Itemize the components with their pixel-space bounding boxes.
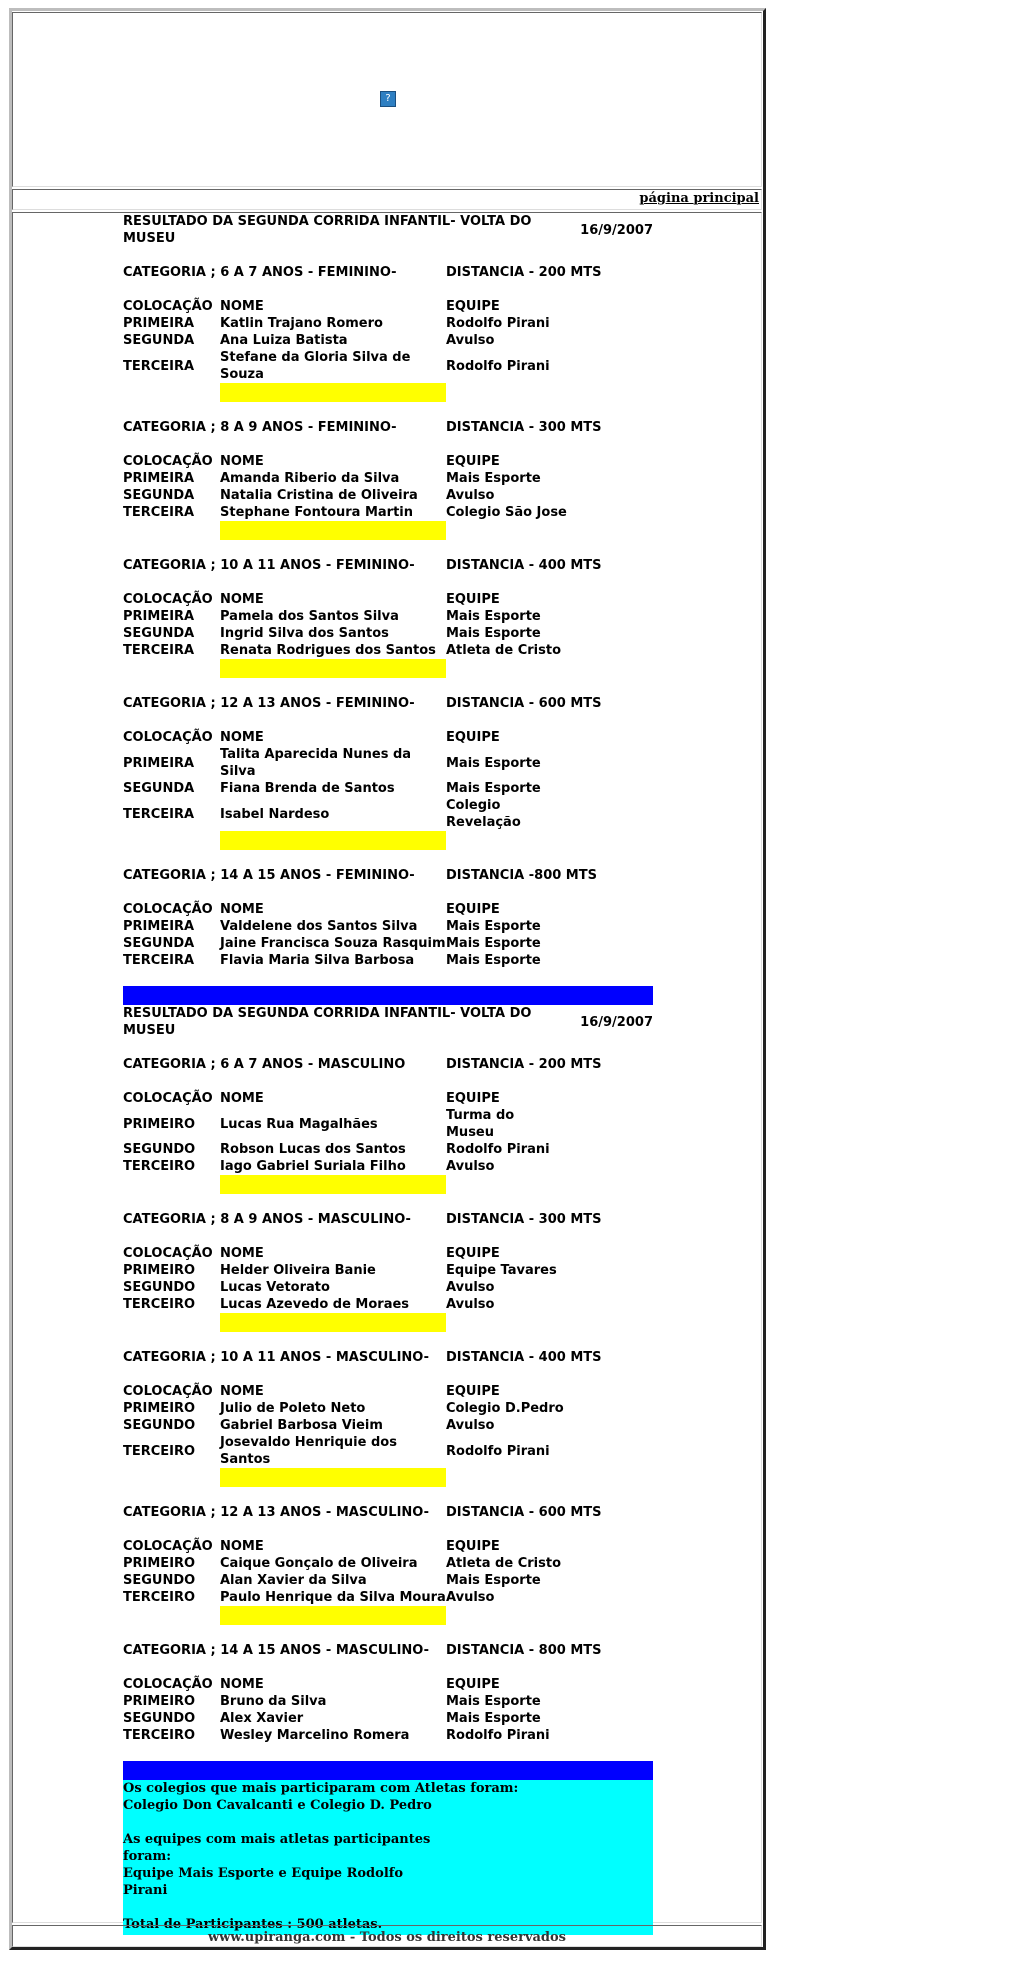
- athlete-name: Talita Aparecida Nunes da Silva: [220, 747, 412, 779]
- team-cell: Turma do Museu: [446, 1108, 515, 1140]
- category-row: [123, 695, 653, 712]
- result-row: [123, 1555, 653, 1572]
- athlete-name: Stephane Fontoura Martin: [220, 505, 414, 520]
- column-colocacao: COLOCAÇÃO: [123, 902, 213, 917]
- result-row: [123, 1296, 653, 1313]
- athlete-name: Julio de Poleto Neto: [220, 1401, 366, 1416]
- category-label: CATEGORIA ; 14 A 15 ANOS - MASCULINO-: [123, 1643, 429, 1658]
- place-cell: PRIMEIRO: [123, 1556, 196, 1571]
- place-cell: SEGUNDA: [123, 333, 195, 348]
- place-cell: SEGUNDO: [123, 1280, 196, 1295]
- summary-equipes-line1: As equipes com mais atletas participantes foram:: [123, 1832, 431, 1864]
- result-row: [123, 1400, 653, 1417]
- results-date: 16/9/2007: [580, 1014, 653, 1030]
- highlight-row: [123, 659, 653, 678]
- result-row: [123, 642, 653, 659]
- column-equipe: EQUIPE: [446, 1091, 500, 1106]
- highlight-row: [123, 383, 653, 402]
- place-cell: TERCEIRA: [123, 505, 195, 520]
- category-label: CATEGORIA ; 8 A 9 ANOS - MASCULINO-: [123, 1212, 411, 1227]
- category-distance: DISTANCIA - 400 MTS: [446, 1350, 602, 1365]
- footer: [12, 1925, 762, 1947]
- team-cell: Mais Esporte: [446, 919, 541, 934]
- category-label: CATEGORIA ; 14 A 15 ANOS - FEMININO-: [123, 868, 415, 883]
- athlete-name: Paulo Henrique da Silva Moura: [220, 1590, 446, 1605]
- category-label: CATEGORIA ; 8 A 9 ANOS - FEMININO-: [123, 420, 397, 435]
- column-equipe: EQUIPE: [446, 1677, 500, 1692]
- column-equipe: EQUIPE: [446, 1246, 500, 1261]
- category-row: [123, 557, 653, 574]
- athlete-name: Renata Rodrigues dos Santos: [220, 643, 436, 658]
- nav-bar: [12, 189, 762, 210]
- team-cell: Avulso: [446, 1280, 495, 1295]
- place-cell: TERCEIRO: [123, 1159, 196, 1174]
- column-header-row: [123, 729, 653, 746]
- highlight-row: [123, 521, 653, 540]
- category-row: [123, 1504, 653, 1521]
- place-cell: PRIMEIRA: [123, 471, 195, 486]
- highlight-cell: [220, 1313, 446, 1332]
- category-distance: DISTANCIA -800 MTS: [446, 868, 597, 883]
- athlete-name: Alex Xavier: [220, 1711, 304, 1726]
- team-cell: Avulso: [446, 333, 495, 348]
- spacer: [123, 247, 653, 264]
- place-cell: PRIMEIRO: [123, 1694, 196, 1709]
- athlete-name: Lucas Rua Magalhães: [220, 1116, 378, 1132]
- place-cell: TERCEIRA: [123, 358, 195, 374]
- athlete-name: Ana Luiza Batista: [220, 333, 348, 348]
- column-colocacao: COLOCAÇÃO: [123, 592, 213, 607]
- result-row: [123, 1710, 653, 1727]
- team-cell: Colegio D.Pedro: [446, 1401, 564, 1416]
- column-colocacao: COLOCAÇÃO: [123, 1539, 213, 1554]
- result-row: [123, 1693, 653, 1710]
- team-cell: Avulso: [446, 1297, 495, 1312]
- team-cell: Mais Esporte: [446, 609, 541, 624]
- results-title: RESULTADO DA SEGUNDA CORRIDA INFANTIL- VOLTA DO MUSEU: [123, 1006, 532, 1038]
- result-row: [123, 470, 653, 487]
- team-cell: Mais Esporte: [446, 781, 541, 796]
- column-colocacao: COLOCAÇÃO: [123, 1091, 213, 1106]
- category-distance: DISTANCIA - 800 MTS: [446, 1643, 602, 1658]
- athlete-name: Katlin Trajano Romero: [220, 316, 383, 331]
- highlight-cell: [220, 1175, 446, 1194]
- column-nome: NOME: [220, 1091, 264, 1106]
- team-cell: Mais Esporte: [446, 1711, 541, 1726]
- spacer: [123, 1366, 653, 1383]
- results-header: [123, 1005, 653, 1039]
- result-row: [123, 1417, 653, 1434]
- place-cell: SEGUNDO: [123, 1573, 196, 1588]
- team-cell: Atleta de Cristo: [446, 643, 562, 658]
- team-cell: Avulso: [446, 1418, 495, 1433]
- athlete-name: Jaine Francisca Souza Rasquim: [220, 936, 446, 951]
- result-row: [123, 1262, 653, 1279]
- athlete-name: Ingrid Silva dos Santos: [220, 626, 389, 641]
- spacer: [123, 678, 653, 695]
- column-equipe: EQUIPE: [446, 299, 500, 314]
- place-cell: PRIMEIRO: [123, 1263, 196, 1278]
- column-nome: NOME: [220, 730, 264, 745]
- result-row: [123, 315, 653, 332]
- summary-colegios-line1: Os colegios que mais participaram com Atletas foram:: [123, 1781, 519, 1796]
- spacer: [123, 1039, 653, 1056]
- category-label: CATEGORIA ; 12 A 13 ANOS - FEMININO-: [123, 696, 415, 711]
- team-cell: Mais Esporte: [446, 1694, 541, 1709]
- column-equipe: EQUIPE: [446, 592, 500, 607]
- column-header-row: [123, 901, 653, 918]
- spacer: [123, 281, 653, 298]
- category-row: [123, 867, 653, 884]
- place-cell: PRIMEIRO: [123, 1401, 196, 1416]
- summary-total: Total de Participantes : 500 atletas.: [123, 1917, 383, 1932]
- team-cell: Rodolfo Pirani: [446, 1728, 550, 1743]
- place-cell: PRIMEIRO: [123, 1116, 196, 1132]
- column-nome: NOME: [220, 299, 264, 314]
- column-equipe: EQUIPE: [446, 1384, 500, 1399]
- column-colocacao: COLOCAÇÃO: [123, 730, 213, 745]
- athlete-name: Iago Gabriel Suriala Filho: [220, 1159, 406, 1174]
- result-row: [123, 1727, 653, 1744]
- result-row: [123, 487, 653, 504]
- category-distance: DISTANCIA - 600 MTS: [446, 696, 602, 711]
- spacer: [123, 1194, 653, 1211]
- athlete-name: Lucas Vetorato: [220, 1280, 330, 1295]
- result-row: [123, 952, 653, 969]
- category-row: [123, 419, 653, 436]
- spacer: [123, 402, 653, 419]
- team-cell: Colegio São Jose: [446, 505, 567, 520]
- category-distance: DISTANCIA - 200 MTS: [446, 1057, 602, 1072]
- place-cell: SEGUNDA: [123, 488, 195, 503]
- column-header-row: [123, 591, 653, 608]
- column-nome: NOME: [220, 454, 264, 469]
- category-row: [123, 1642, 653, 1659]
- category-label: CATEGORIA ; 12 A 13 ANOS - MASCULINO-: [123, 1505, 429, 1520]
- category-label: CATEGORIA ; 6 A 7 ANOS - FEMININO-: [123, 265, 397, 280]
- results-header: [123, 213, 653, 247]
- summary-colegios-line2: Colegio Don Cavalcanti e Colegio D. Pedro: [123, 1798, 432, 1813]
- column-header-row: [123, 1245, 653, 1262]
- result-row: [123, 1572, 653, 1589]
- highlight-cell: [220, 383, 446, 402]
- team-cell: Mais Esporte: [446, 936, 541, 951]
- column-nome: NOME: [220, 1384, 264, 1399]
- result-row: [123, 504, 653, 521]
- place-cell: TERCEIRO: [123, 1297, 196, 1312]
- team-cell: Avulso: [446, 1590, 495, 1605]
- athlete-name: Valdelene dos Santos Silva: [220, 919, 418, 934]
- section-divider: [123, 1761, 653, 1780]
- spacer: [123, 1228, 653, 1245]
- category-label: CATEGORIA ; 10 A 11 ANOS - MASCULINO-: [123, 1350, 429, 1365]
- results-date: 16/9/2007: [580, 222, 653, 238]
- category-distance: DISTANCIA - 600 MTS: [446, 1505, 602, 1520]
- athlete-name: Flavia Maria Silva Barbosa: [220, 953, 415, 968]
- athlete-name: Gabriel Barbosa Vieim: [220, 1418, 383, 1433]
- result-row: [123, 1589, 653, 1606]
- team-cell: Mais Esporte: [446, 1573, 541, 1588]
- highlight-row: [123, 1313, 653, 1332]
- category-row: [123, 1349, 653, 1366]
- highlight-row: [123, 1606, 653, 1625]
- result-row: [123, 797, 653, 831]
- footer-text: www.upiranga.com - Todos os direitos reservados: [207, 1930, 567, 1945]
- column-colocacao: COLOCAÇÃO: [123, 1246, 213, 1261]
- spacer: [123, 1332, 653, 1349]
- spacer: [123, 850, 653, 867]
- highlight-cell: [220, 1468, 446, 1487]
- category-label: CATEGORIA ; 6 A 7 ANOS - MASCULINO: [123, 1057, 406, 1072]
- column-colocacao: COLOCAÇÃO: [123, 1677, 213, 1692]
- column-colocacao: COLOCAÇÃO: [123, 299, 213, 314]
- athlete-name: Josevaldo Henriquie dos Santos: [220, 1435, 397, 1467]
- result-row: [123, 332, 653, 349]
- place-cell: SEGUNDA: [123, 781, 195, 796]
- broken-image-icon: ?: [380, 91, 396, 107]
- result-row: [123, 918, 653, 935]
- highlight-cell: [220, 659, 446, 678]
- column-equipe: EQUIPE: [446, 730, 500, 745]
- team-cell: Rodolfo Pirani: [446, 1142, 550, 1157]
- team-cell: Avulso: [446, 1159, 495, 1174]
- place-cell: SEGUNDA: [123, 936, 195, 951]
- highlight-row: [123, 1175, 653, 1194]
- column-header-row: [123, 453, 653, 470]
- place-cell: SEGUNDO: [123, 1418, 196, 1433]
- result-row: [123, 780, 653, 797]
- feminino-section: [123, 213, 653, 969]
- spacer: [123, 1521, 653, 1538]
- category-distance: DISTANCIA - 200 MTS: [446, 265, 602, 280]
- column-nome: NOME: [220, 592, 264, 607]
- column-colocacao: COLOCAÇÃO: [123, 1384, 213, 1399]
- summary-equipes-line2: Equipe Mais Esporte e Equipe Rodolfo Pirani: [123, 1866, 404, 1898]
- spacer: [123, 1625, 653, 1642]
- athlete-name: Amanda Riberio da Silva: [220, 471, 400, 486]
- place-cell: PRIMEIRA: [123, 609, 195, 624]
- masculino-section: [123, 1005, 653, 1744]
- athlete-name: Robson Lucas dos Santos: [220, 1142, 406, 1157]
- result-row: [123, 1158, 653, 1175]
- athlete-name: Helder Oliveira Banie: [220, 1263, 376, 1278]
- place-cell: TERCEIRO: [123, 1728, 196, 1743]
- athlete-name: Fiana Brenda de Santos: [220, 781, 395, 796]
- home-link[interactable]: página principal: [639, 191, 759, 206]
- highlight-cell: [220, 831, 446, 850]
- column-equipe: EQUIPE: [446, 454, 500, 469]
- athlete-name: Caique Gonçalo de Oliveira: [220, 1556, 418, 1571]
- team-cell: Equipe Tavares: [446, 1263, 557, 1278]
- place-cell: TERCEIRA: [123, 953, 195, 968]
- spacer: [123, 574, 653, 591]
- athlete-name: Natalia Cristina de Oliveira: [220, 488, 418, 503]
- athlete-name: Bruno da Silva: [220, 1694, 327, 1709]
- highlight-cell: [220, 1606, 446, 1625]
- banner-area: [12, 12, 762, 187]
- athlete-name: Pamela dos Santos Silva: [220, 609, 399, 624]
- category-distance: DISTANCIA - 300 MTS: [446, 420, 602, 435]
- column-nome: NOME: [220, 1246, 264, 1261]
- result-row: [123, 1141, 653, 1158]
- category-distance: DISTANCIA - 400 MTS: [446, 558, 602, 573]
- place-cell: PRIMEIRA: [123, 919, 195, 934]
- place-cell: SEGUNDA: [123, 626, 195, 641]
- athlete-name: Wesley Marcelino Romera: [220, 1728, 410, 1743]
- athlete-name: Lucas Azevedo de Moraes: [220, 1297, 410, 1312]
- column-header-row: [123, 1538, 653, 1555]
- category-row: [123, 264, 653, 281]
- team-cell: Mais Esporte: [446, 471, 541, 486]
- spacer: [123, 540, 653, 557]
- place-cell: PRIMEIRA: [123, 755, 195, 771]
- section-divider: [123, 986, 653, 1005]
- category-row: [123, 1211, 653, 1228]
- place-cell: TERCEIRA: [123, 806, 195, 822]
- team-cell: Rodolfo Pirani: [446, 316, 550, 331]
- column-nome: NOME: [220, 902, 264, 917]
- place-cell: SEGUNDO: [123, 1711, 196, 1726]
- column-nome: NOME: [220, 1677, 264, 1692]
- team-cell: Rodolfo Pirani: [446, 1443, 550, 1459]
- team-cell: Mais Esporte: [446, 953, 541, 968]
- team-cell: Colegio Revelação: [446, 798, 521, 830]
- category-row: [123, 1056, 653, 1073]
- column-header-row: [123, 298, 653, 315]
- spacer: [123, 884, 653, 901]
- highlight-row: [123, 831, 653, 850]
- place-cell: PRIMEIRA: [123, 316, 195, 331]
- results-content: [123, 213, 653, 1935]
- column-header-row: [123, 1383, 653, 1400]
- column-colocacao: COLOCAÇÃO: [123, 454, 213, 469]
- place-cell: TERCEIRO: [123, 1590, 196, 1605]
- athlete-name: Alan Xavier da Silva: [220, 1573, 367, 1588]
- spacer: [123, 1659, 653, 1676]
- column-nome: NOME: [220, 1539, 264, 1554]
- column-header-row: [123, 1676, 653, 1693]
- place-cell: SEGUNDO: [123, 1142, 196, 1157]
- results-title: RESULTADO DA SEGUNDA CORRIDA INFANTIL- VOLTA DO MUSEU: [123, 214, 532, 246]
- place-cell: TERCEIRA: [123, 643, 195, 658]
- result-row: [123, 1107, 653, 1141]
- team-cell: Avulso: [446, 488, 495, 503]
- result-row: [123, 608, 653, 625]
- place-cell: TERCEIRO: [123, 1443, 196, 1459]
- spacer: [123, 1487, 653, 1504]
- athlete-name: Isabel Nardeso: [220, 806, 330, 822]
- result-row: [123, 746, 653, 780]
- athlete-name: Stefane da Gloria Silva de Souza: [220, 350, 411, 382]
- column-equipe: EQUIPE: [446, 1539, 500, 1554]
- result-row: [123, 349, 653, 383]
- result-row: [123, 1434, 653, 1468]
- category-label: CATEGORIA ; 10 A 11 ANOS - FEMININO-: [123, 558, 415, 573]
- team-cell: Atleta de Cristo: [446, 1556, 562, 1571]
- summary-box: [123, 1780, 653, 1935]
- spacer: [123, 436, 653, 453]
- team-cell: Rodolfo Pirani: [446, 358, 550, 374]
- spacer: [123, 1073, 653, 1090]
- highlight-cell: [220, 521, 446, 540]
- result-row: [123, 625, 653, 642]
- highlight-row: [123, 1468, 653, 1487]
- result-row: [123, 935, 653, 952]
- category-distance: DISTANCIA - 300 MTS: [446, 1212, 602, 1227]
- spacer: [123, 712, 653, 729]
- team-cell: Mais Esporte: [446, 626, 541, 641]
- team-cell: Mais Esporte: [446, 755, 541, 771]
- column-header-row: [123, 1090, 653, 1107]
- column-equipe: EQUIPE: [446, 902, 500, 917]
- result-row: [123, 1279, 653, 1296]
